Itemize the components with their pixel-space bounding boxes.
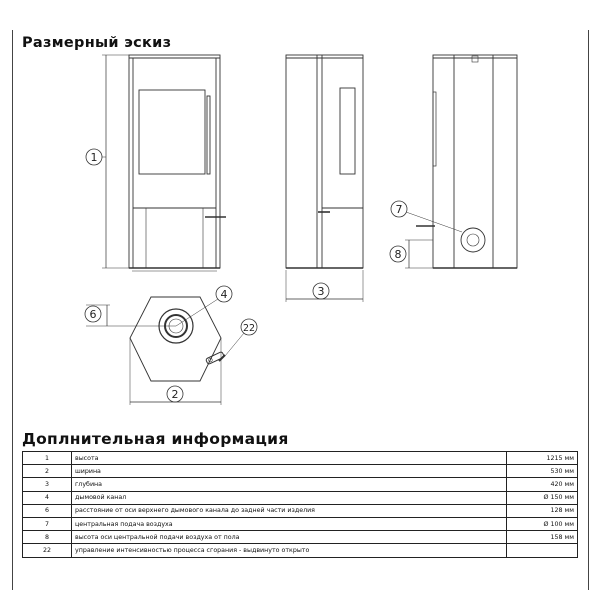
front-view bbox=[129, 55, 226, 271]
cell-desc: расстояние от оси верхнего дымового канала до задней части изделия bbox=[72, 504, 507, 517]
cell-desc: центральная подача воздуха bbox=[72, 517, 507, 530]
rear-view bbox=[433, 55, 517, 268]
table-row bbox=[23, 452, 578, 465]
dimension-depth bbox=[286, 270, 363, 302]
cell-value: 158 мм bbox=[507, 531, 578, 544]
cell-desc: высота bbox=[72, 452, 507, 465]
side-view bbox=[286, 55, 363, 268]
cell-value bbox=[507, 544, 578, 557]
cell-value: Ø 100 мм bbox=[507, 517, 578, 530]
info-heading: Доплнительная информация bbox=[22, 430, 289, 448]
cell-value: 530 мм bbox=[507, 465, 578, 478]
cell-desc: управление интенсивностью процесса сгорания - выдвинуто открыто bbox=[72, 544, 507, 557]
spec-table bbox=[22, 451, 578, 558]
table-row bbox=[23, 544, 578, 557]
callout-3: 3 bbox=[317, 285, 325, 298]
cell-value: 420 мм bbox=[507, 478, 578, 491]
callout-7: 7 bbox=[395, 203, 403, 216]
table-row bbox=[23, 491, 578, 504]
cell-desc: ширина bbox=[72, 465, 507, 478]
table-row bbox=[23, 478, 578, 491]
cell-num: 8 bbox=[23, 531, 72, 544]
cell-desc: глубина bbox=[72, 478, 507, 491]
table-row bbox=[23, 504, 578, 517]
callout-1: 1 bbox=[90, 151, 98, 164]
top-view bbox=[130, 297, 225, 381]
cell-desc: высота оси центральной подачи воздуха от пола bbox=[72, 531, 507, 544]
cell-num: 4 bbox=[23, 491, 72, 504]
cell-desc: дымовой канал bbox=[72, 491, 507, 504]
cell-num: 6 bbox=[23, 504, 72, 517]
table-row bbox=[23, 517, 578, 530]
cell-num: 2 bbox=[23, 465, 72, 478]
cell-num: 1 bbox=[23, 452, 72, 465]
cell-value: Ø 150 мм bbox=[507, 491, 578, 504]
cell-value: 128 мм bbox=[507, 504, 578, 517]
callout-6: 6 bbox=[89, 308, 97, 321]
callout-4: 4 bbox=[220, 288, 228, 301]
cell-num: 22 bbox=[23, 544, 72, 557]
table-row bbox=[23, 531, 578, 544]
table-row bbox=[23, 465, 578, 478]
cell-value: 1215 мм bbox=[507, 452, 578, 465]
callout-8: 8 bbox=[394, 248, 402, 261]
cell-num: 3 bbox=[23, 478, 72, 491]
callout-2: 2 bbox=[171, 388, 179, 401]
cell-num: 7 bbox=[23, 517, 72, 530]
callout-22: 22 bbox=[242, 323, 256, 334]
sketch-heading: Размерный эскиз bbox=[22, 35, 172, 51]
